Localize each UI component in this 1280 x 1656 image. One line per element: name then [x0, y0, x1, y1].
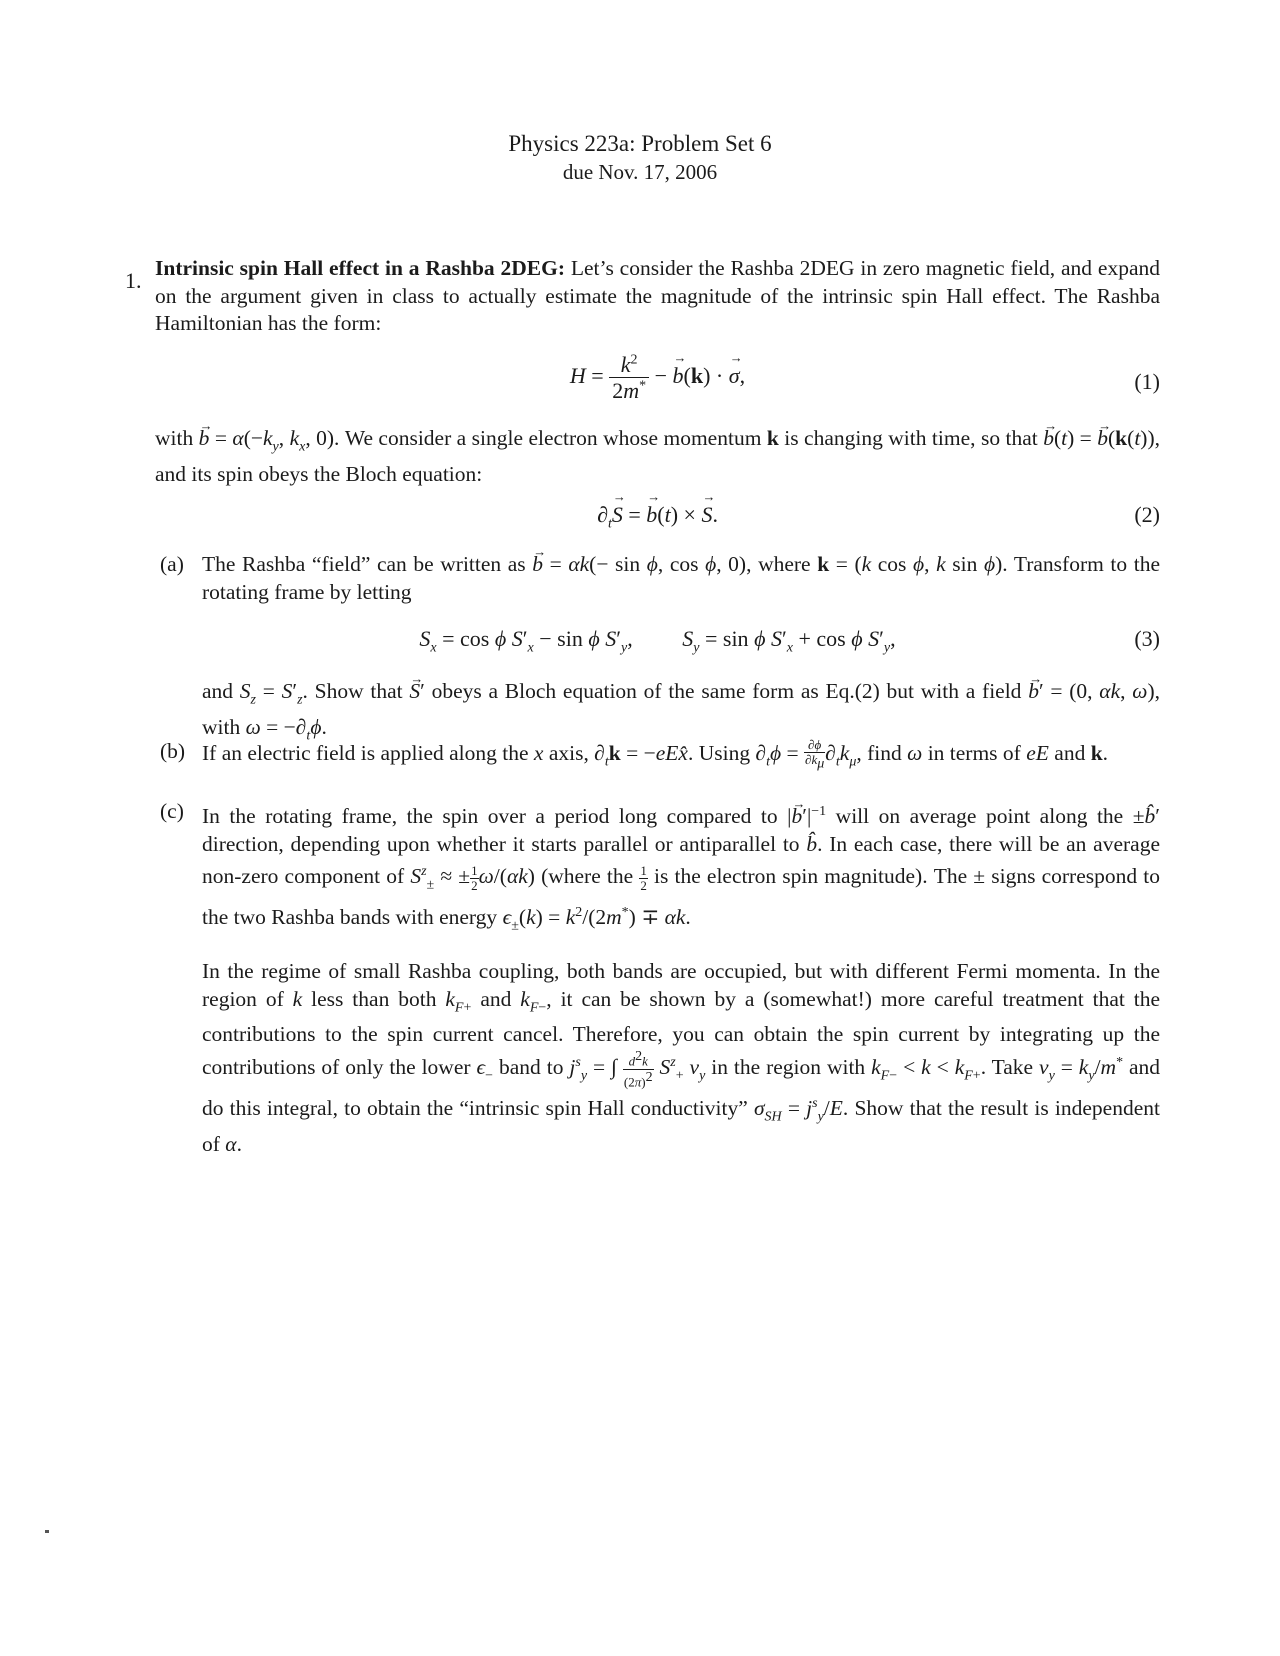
p2-text-8: and do this integral, to obtain the “intrinsic spin Hall conductivity” [202, 1054, 1161, 1120]
part-b: (b) If an electric field is applied along the x axis, $\partial_tk$ = −eEx̂. Using $\partial_t\phi$ = $\frac{\partial\phi}{\partial k_\mu}$ $\partial_tk_\mu$, find ω in terms of eE and k. [160, 737, 1109, 772]
part-a-continued: and $S_z = S'_z$. Show that → S′ obeys a Bloch equation of the same form as Eq.(2) but with a field → b′ = (0, αk, ω), with $\omega = -\partial_t\phi$. [160, 678, 1160, 750]
hamiltonian-expression: H = $\frac{k^2}{2m^*}$ − → b(k) · → σ, [155, 352, 1160, 404]
problem-number: 1. [125, 268, 142, 293]
part-a-show: Show that [314, 679, 403, 703]
part-c: (c) In the rotating frame, the spin over a period long compared to |→ $b'|^{-1}$ will on average point along the ±b̂′ direction, depending upon whether it starts parallel or antiparallel to b̂. In each case, there will be an average non-zero component of $S^z_\pm$ ≈ ± $\frac{1}{2}$ ω/(αk) (where the $\frac{1}{2}$ is the electron spin magnitude). The ± signs correspond to the two Rashba bands with energy $\epsilon_\pm(k) = k^2/(2m^*) \mp \alpha k$. [160, 798, 1160, 940]
part-c-component: In each case, there will be an average non-zero component of [202, 831, 1161, 889]
equation-2-number: (2) [1134, 502, 1160, 527]
intro-text: Let’s consider the Rashba 2DEG in zero magnetic field, and expand on the argument given in class to actually estimate the magnitude of the intrinsic spin Hall effect. The Rashba Hamiltonian has the form: [155, 256, 1160, 335]
part-a: (a) The Rashba “field” can be written as → b = αk(− sin ϕ, cos ϕ, 0), where k = (k cos ϕ, k sin ϕ). Transform to the rotating frame by letting [160, 551, 1160, 606]
after-eq1-paragraph: with → $b = \alpha(-k_y$, $k_x$, 0). We consider a single electron whose momentum k is changing with time, so that → b(t) = → b(k(t)), and its spin obeys the Bloch equation: [155, 425, 1160, 488]
p2-text-6: in the region with [711, 1054, 866, 1079]
part-c-direction: direction, depending upon whether it starts parallel or antiparallel to [202, 831, 800, 856]
part-a-transform: Transform to the rotating frame by letting [202, 552, 1160, 604]
p2-text-5: band to [499, 1054, 564, 1079]
due-date: due Nov. 17, 2006 [562, 160, 718, 184]
part-b-find: , find [856, 741, 902, 766]
part-a-label: (a) [160, 552, 184, 576]
p2-text-4: , it can be shown by a (somewhat!) more careful treatment that the contributions to the spin current cancel. Therefore, you can obtain the spin current by integrating up the contributions of only the lower [202, 986, 1161, 1079]
rotating-frame-expression: $S_x = \cos \phi$ $S'_x - \sin \phi$ $S'_y$, $S_y = \sin \phi$ $S'_x + \cos \phi$ $S'_y$, [419, 626, 896, 656]
after-eq1-text2: is changing with time, so that [784, 426, 1038, 450]
part-c-point: will on average point along the [835, 804, 1124, 829]
p2-text-1: In the regime of small Rashba coupling, both bands are occupied, but with different Fermi momenta. In the region of [202, 959, 1160, 1011]
equation-3 [155, 626, 1160, 656]
equation-3-number: (3) [1134, 626, 1160, 651]
after-eq1-text: We consider a single electron whose momentum [344, 426, 762, 450]
part-a-text: The Rashba “field” can be written as [202, 552, 526, 576]
part-c-text: In the rotating frame, the spin over a period long compared to [202, 804, 778, 829]
part-c-paragraph-2: In the regime of small Rashba coupling, both bands are occupied, but with different Fermi momenta. In the region of k less than both $k_{F+}$ and $k_{F-}$, it can be shown by a (somewhat!) more careful treatment that the contributions to the spin current cancel. Therefore, you can obtain the spin current by integrating up the contributions of only the lower $\epsilon_-$ band to $j^s_y$ = ∫ $\frac{d^2k}{(2\pi)^2}$ $S^z_+$ $v_y$ in the region with $k_{F-} < k < k_{F+}$. Take $v_y = k_y/m^*$ and do this integral, to obtain the “intrinsic spin Hall conductivity” $\sigma_{SH} = j^s_y/E$. Show that the result is independent of α. [202, 959, 1161, 1156]
problem-intro [155, 255, 1160, 338]
part-a-where: where [758, 552, 811, 576]
p2-text-2: less than both [311, 986, 437, 1011]
equation-1-number: (1) [1134, 369, 1160, 394]
part-b-terms: in terms of [927, 741, 1021, 766]
part-c-label: (c) [160, 799, 184, 823]
p2-text-9: . Show that the result is independent of [202, 1095, 1160, 1156]
problem-heading: Intrinsic spin Hall effect in a Rashba 2DEG: [155, 256, 565, 280]
part-b-label: (b) [160, 739, 186, 763]
part-b-text: If an electric field is applied along the [202, 741, 529, 766]
equation-2 [155, 502, 1160, 532]
part-b-using: . Using [687, 741, 751, 766]
p2-text-3: and [480, 986, 512, 1011]
part-b-axis: axis, [548, 741, 589, 766]
bloch-equation: $\partial_t\to S$ = → b(t) × → S. [155, 502, 1160, 532]
part-c-where: (where the [541, 864, 634, 889]
part-a-bloch: obeys a Bloch equation of the same form as Eq.(2) but with a field [431, 679, 1022, 703]
problem-set-title: Physics 223a: Problem Set 6 [508, 131, 772, 156]
after-eq1-text3: , and its spin obeys the Bloch equation: [155, 426, 1160, 486]
equation-1 [155, 352, 1160, 412]
p2-text-7: . Take [980, 1054, 1034, 1079]
scan-speck [45, 1530, 49, 1533]
page-header [0, 130, 1280, 186]
part-c-spin: is the electron spin magnitude). The ± signs correspond to the two Rashba bands with energy [202, 864, 1161, 930]
